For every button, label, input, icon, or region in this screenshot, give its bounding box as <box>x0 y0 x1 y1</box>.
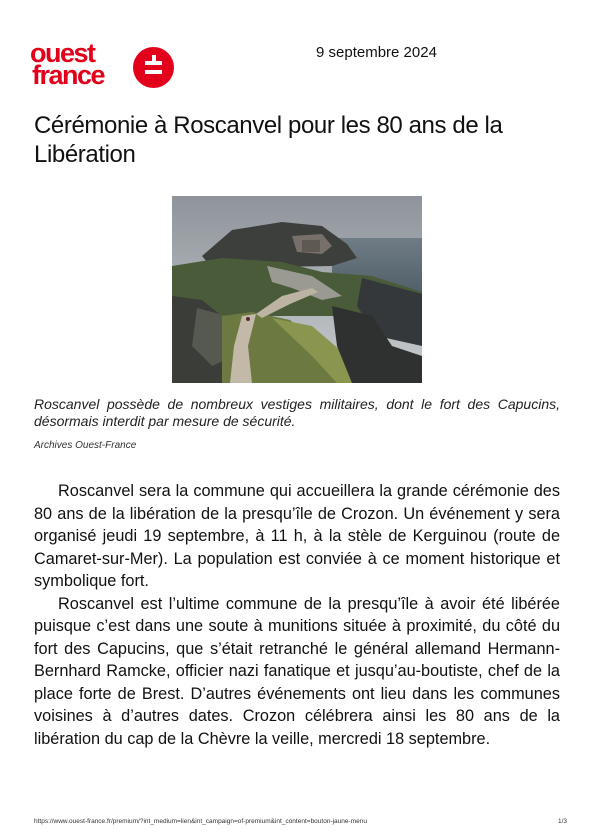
footer-url: https://www.ouest-france.fr/premium/?int_medium=lien&int_campaign=of-premium&int_content=bouton-jaune-menu <box>34 818 367 825</box>
fort-landscape-image <box>172 196 422 383</box>
logo-line2: france <box>32 60 105 90</box>
page-number: 1/3 <box>558 818 568 825</box>
logo-line1: ouest <box>30 38 95 68</box>
photo-credit: Archives Ouest-France <box>34 440 137 451</box>
paragraph: Roscanvel sera la commune qui accueillera la grande cérémonie des 80 ans de la libération de la presqu’île de Crozon. Un événement y sera organisé jeudi 19 septembre, à 11 h, à la stèle de Kerguinou (route de Camaret-sur-Mer). La population est conviée à ce moment historique et symbolique fort. <box>34 482 560 590</box>
paragraph: Roscanvel est l’ultime commune de la presqu’île à avoir été libérée puisque c’est dans une soute à munitions située à proximité, du côté du fort des Capucins, que s’était retranché le général allemand Hermann-Bernhard Ramcke, officier nazi fanatique et jusqu’au-boutiste, chef de la place forte de Brest. D’autres événements ont lieu dans les communes voisines à d’autres dates. Crozon célébrera ainsi les 80 ans de la libération du cap de la Chèvre la veille, mercredi 18 septembre. <box>34 594 560 748</box>
logo-wordmark <box>30 38 105 90</box>
photo-caption: Roscanvel possède de nombreux vestiges militaires, dont le fort des Capucins, désormais interdit par mesure de sécurité. <box>34 396 560 429</box>
article-body <box>34 480 560 750</box>
publication-date: 9 septembre 2024 <box>316 44 437 61</box>
article-photo <box>172 196 422 383</box>
article-title: Cérémonie à Roscanvel pour les 80 ans de la Libération <box>34 112 503 168</box>
ouest-france-logo <box>30 38 180 94</box>
logo-circle-icon <box>133 47 174 88</box>
